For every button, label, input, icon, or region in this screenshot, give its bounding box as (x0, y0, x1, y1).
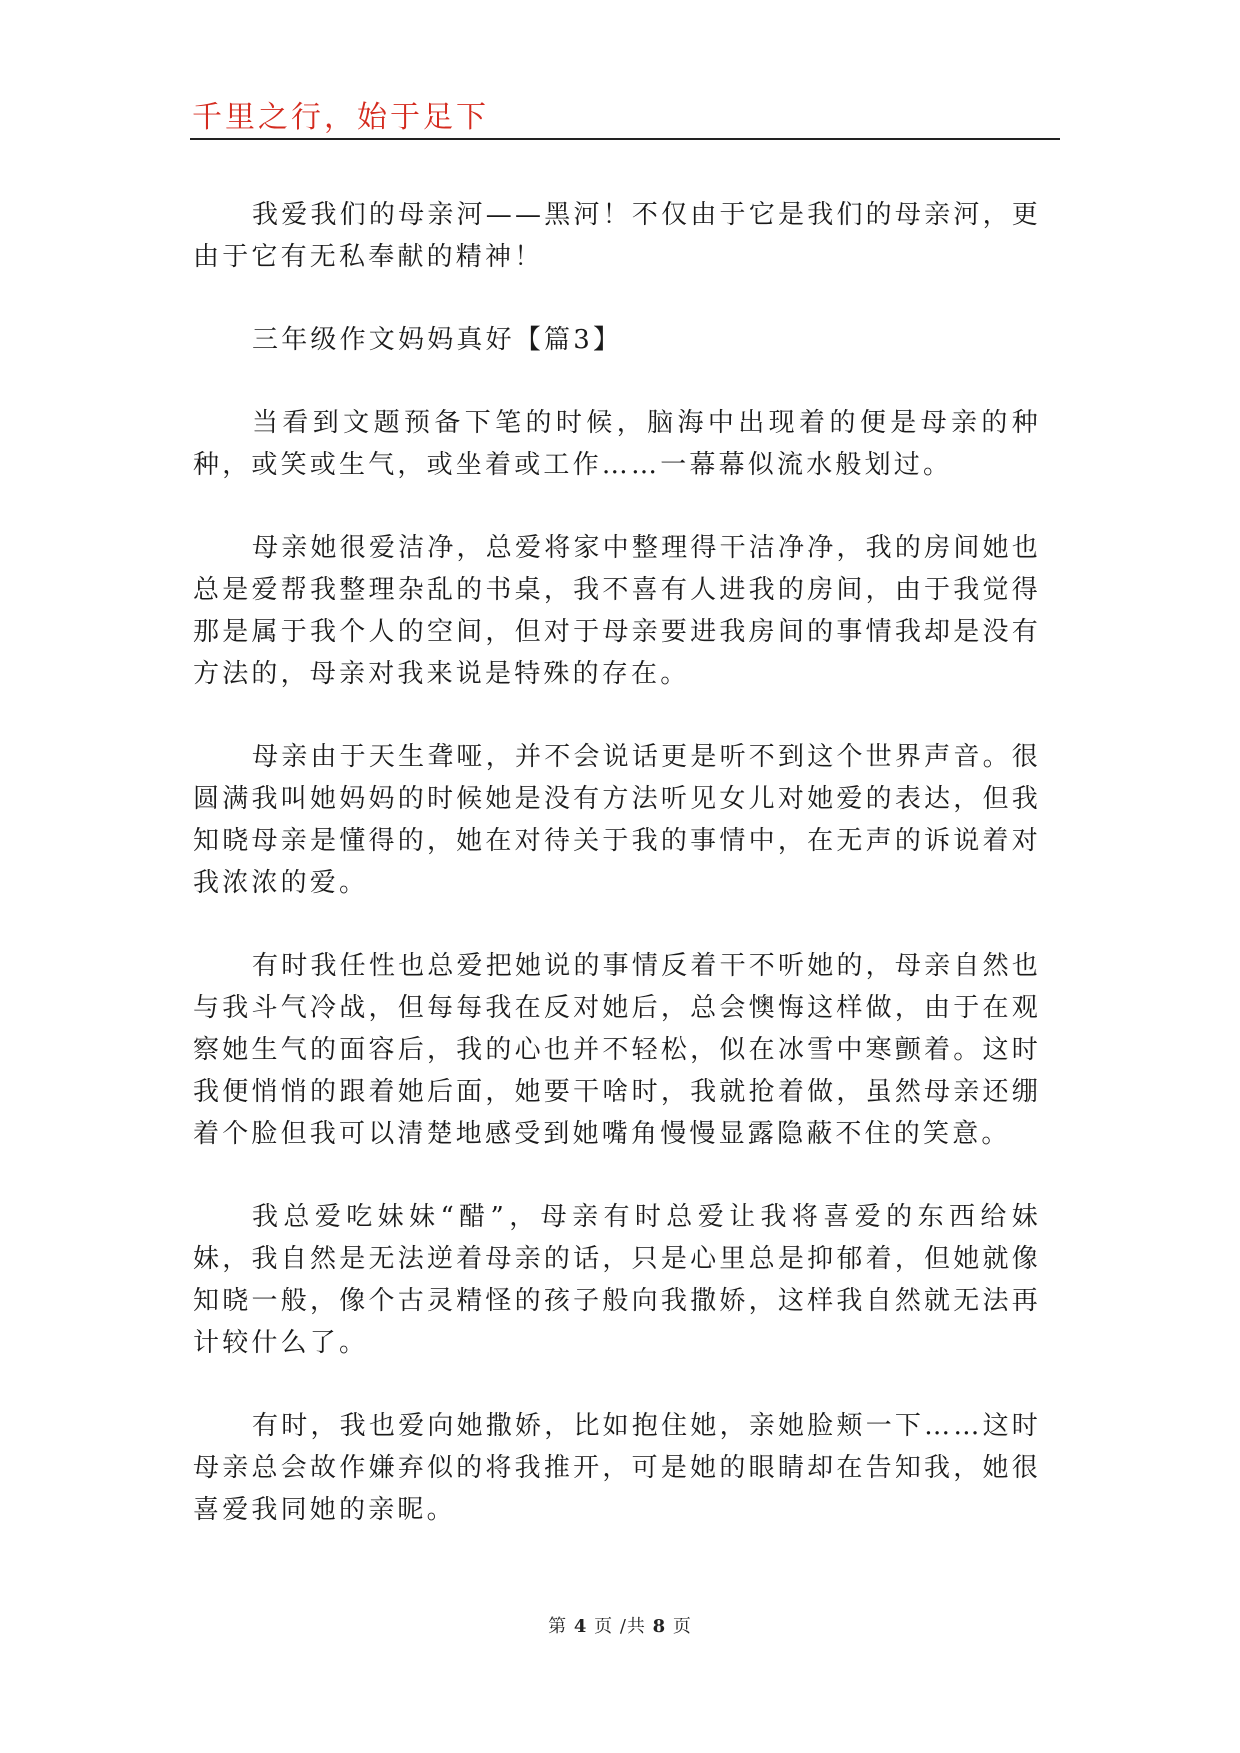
footer-suffix: 页 (672, 1616, 692, 1637)
body-text (193, 194, 1041, 1572)
footer-prefix: 第 (548, 1616, 568, 1637)
header-motto: 千里之行，始于足下 (192, 100, 489, 135)
paragraph: 有时，我也爱向她撒娇，比如抱住她，亲她脸颊一下……这时母亲总会故作嫌弃似的将我推开，可是她的眼睛却在告知我，她很喜爱我同她的亲昵。 (193, 1411, 1041, 1525)
paragraph: 有时我任性也总爱把她说的事情反着干不听她的，母亲自然也与我斗气冷战，但每每我在反对她后，总会懊悔这样做，由于在观察她生气的面容后，我的心也并不轻松，似在冰雪中寒颤着。这时我便悄悄的跟着她后面，她要干啥时，我就抢着做，虽然母亲还绷着个脸但我可以清楚地感受到她嘴角慢慢显露隐蔽不住的笑意。 (193, 951, 1041, 1149)
paragraph: 母亲她很爱洁净，总爱将家中整理得干洁净净，我的房间她也总是爱帮我整理杂乱的书桌，我不喜有人进我的房间，由于我觉得那是属于我个人的空间，但对于母亲要进我房间的事情我却是没有方法的，母亲对我来说是特殊的存在。 (193, 533, 1041, 689)
current-page-number: 4 (573, 1616, 588, 1637)
total-pages-number: 8 (652, 1616, 667, 1637)
footer-middle: 页 /共 (594, 1616, 646, 1637)
section-heading: 三年级作文妈妈真好【篇3】 (252, 325, 623, 355)
paragraph: 母亲由于天生聋哑，并不会说话更是听不到这个世界声音。很圆满我叫她妈妈的时候她是没有方法听见女儿对她爱的表达，但我知晓母亲是懂得的，她在对待关于我的事情中，在无声的诉说着对我浓浓的爱。 (193, 742, 1041, 898)
paragraph: 当看到文题预备下笔的时候，脑海中出现着的便是母亲的种种，或笑或生气，或坐着或工作……一幕幕似流水般划过。 (193, 408, 1041, 480)
paragraph: 我爱我们的母亲河——黑河！不仅由于它是我们的母亲河，更由于它有无私奉献的精神！ (193, 200, 1041, 272)
page-footer (0, 1612, 1240, 1638)
page-header (190, 88, 1060, 140)
paragraph: 我总爱吃妹妹“醋”，母亲有时总爱让我将喜爱的东西给妹妹，我自然是无法逆着母亲的话，只是心里总是抑郁着，但她就像知晓一般，像个古灵精怪的孩子般向我撒娇，这样我自然就无法再计较什么了。 (193, 1202, 1041, 1358)
